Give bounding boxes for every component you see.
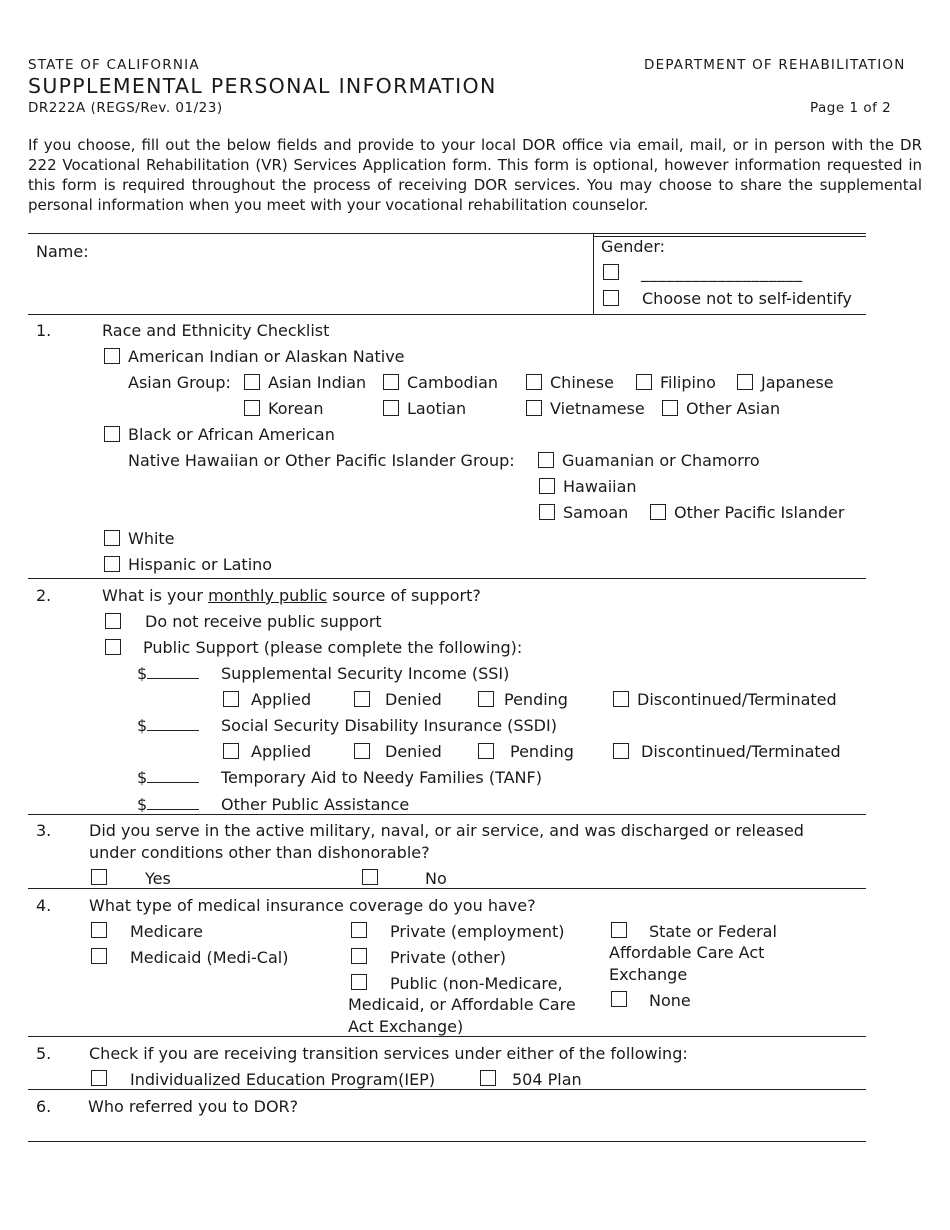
q4-question: What type of medical insurance coverage do you have?: [89, 896, 536, 915]
amount-blank[interactable]: [147, 664, 199, 679]
q2-question-post: source of support?: [327, 586, 481, 605]
section-divider: [28, 1089, 866, 1090]
asian-indian-checkbox[interactable]: [244, 374, 260, 390]
laotian-label: Laotian: [407, 399, 467, 418]
nhpi-group-label: Native Hawaiian or Other Pacific Islander Group:: [128, 451, 515, 470]
american-indian-checkbox[interactable]: [104, 348, 120, 364]
name-label: Name:: [36, 242, 89, 261]
public-insurance-label-line1: Public (non-Medicare,: [390, 974, 563, 993]
ssdi-pending-checkbox[interactable]: [478, 743, 494, 759]
black-label: Black or African American: [128, 425, 335, 444]
amount-blank[interactable]: [147, 768, 199, 783]
ssi-applied-label: Applied: [251, 690, 312, 709]
other-asian-checkbox[interactable]: [662, 400, 678, 416]
american-indian-label: American Indian or Alaskan Native: [128, 347, 405, 366]
guamanian-label: Guamanian or Chamorro: [562, 451, 760, 470]
no-insurance-checkbox[interactable]: [611, 991, 627, 1007]
ssi-discontinued-checkbox[interactable]: [613, 691, 629, 707]
ssdi-denied-checkbox[interactable]: [354, 743, 370, 759]
tanf-amount-field[interactable]: [137, 768, 199, 787]
ssi-pending-checkbox[interactable]: [478, 691, 494, 707]
public-insurance-label-line3: Act Exchange): [348, 1017, 464, 1036]
currency-symbol: $: [137, 664, 148, 683]
q5-question: Check if you are receiving transition services under either of the following:: [89, 1044, 688, 1063]
korean-label: Korean: [268, 399, 324, 418]
iep-label: Individualized Education Program(IEP): [130, 1070, 436, 1089]
gender-opt-out-checkbox[interactable]: [603, 290, 619, 306]
ssi-pending-label: Pending: [504, 690, 568, 709]
section-divider: [28, 814, 866, 815]
currency-symbol: $: [137, 768, 148, 787]
gender-opt-out-label: Choose not to self-identify: [642, 289, 852, 308]
other-asian-label: Other Asian: [686, 399, 781, 418]
medicare-checkbox[interactable]: [91, 922, 107, 938]
section-divider: [28, 888, 866, 889]
military-yes-checkbox[interactable]: [91, 869, 107, 885]
ssdi-discontinued-label: Discontinued/Terminated: [641, 742, 841, 761]
samoan-checkbox[interactable]: [539, 504, 555, 520]
form-number: DR222A (REGS/Rev. 01/23): [28, 100, 223, 116]
private-employment-checkbox[interactable]: [351, 922, 367, 938]
japanese-label: Japanese: [761, 373, 834, 392]
ssdi-pending-label: Pending: [510, 742, 574, 761]
ssi-denied-checkbox[interactable]: [354, 691, 370, 707]
public-insurance-checkbox[interactable]: [351, 974, 367, 990]
name-gender-divider: [593, 233, 594, 314]
ssdi-label: Social Security Disability Insurance (SSDI): [221, 716, 557, 735]
ssdi-applied-label: Applied: [251, 742, 312, 761]
currency-symbol: $: [137, 716, 148, 735]
currency-symbol: $: [137, 795, 148, 814]
cambodian-checkbox[interactable]: [383, 374, 399, 390]
q1-number: 1.: [36, 321, 52, 340]
medicaid-checkbox[interactable]: [91, 948, 107, 964]
cambodian-label: Cambodian: [407, 373, 499, 392]
no-public-support-label: Do not receive public support: [145, 612, 382, 631]
q6-question: Who referred you to DOR?: [88, 1097, 299, 1116]
hispanic-label: Hispanic or Latino: [128, 555, 273, 574]
private-other-label: Private (other): [390, 948, 506, 967]
section-divider: [28, 314, 866, 315]
chinese-checkbox[interactable]: [526, 374, 542, 390]
chinese-label: Chinese: [550, 373, 614, 392]
filipino-label: Filipino: [660, 373, 716, 392]
no-public-support-checkbox[interactable]: [105, 613, 121, 629]
public-support-checkbox[interactable]: [105, 639, 121, 655]
white-checkbox[interactable]: [104, 530, 120, 546]
public-support-label: Public Support (please complete the following):: [143, 638, 523, 657]
guamanian-checkbox[interactable]: [538, 452, 554, 468]
referral-answer-field[interactable]: [28, 1118, 866, 1140]
state-federal-aca-label-line3: Exchange: [609, 965, 688, 984]
iep-checkbox[interactable]: [91, 1070, 107, 1086]
tanf-label: Temporary Aid to Needy Families (TANF): [221, 768, 542, 787]
q3-number: 3.: [36, 821, 52, 840]
no-insurance-label: None: [649, 991, 691, 1010]
samoan-label: Samoan: [563, 503, 629, 522]
q3-question-line1: Did you serve in the active military, naval, or air service, and was discharged or released: [89, 821, 804, 840]
q2-question: [102, 586, 481, 605]
state-label: STATE OF CALIFORNIA: [28, 57, 200, 73]
korean-checkbox[interactable]: [244, 400, 260, 416]
ssdi-discontinued-checkbox[interactable]: [613, 743, 629, 759]
hawaiian-checkbox[interactable]: [539, 478, 555, 494]
intro-paragraph: If you choose, fill out the below fields and provide to your local DOR office via email, mail, or in person with the DR 222 Vocational Rehabilitation (VR) Services Application form. This form is optional, however information requested in this form is required throughout the process of receiving DOR services. You may choose to share the supplemental personal information when you meet with your vocational rehabilitation counselor.: [28, 136, 922, 214]
public-insurance-label-line2: Medicaid, or Affordable Care: [348, 995, 576, 1014]
ssi-label: Supplemental Security Income (SSI): [221, 664, 510, 683]
other-pacific-islander-checkbox[interactable]: [650, 504, 666, 520]
hispanic-checkbox[interactable]: [104, 556, 120, 572]
medicaid-label: Medicaid (Medi-Cal): [130, 948, 289, 967]
vietnamese-label: Vietnamese: [550, 399, 645, 418]
filipino-checkbox[interactable]: [636, 374, 652, 390]
504-plan-label: 504 Plan: [512, 1070, 582, 1089]
q5-number: 5.: [36, 1044, 52, 1063]
state-federal-aca-label-line1: State or Federal: [649, 922, 777, 941]
q6-number: 6.: [36, 1097, 52, 1116]
page-indicator: Page 1 of 2: [810, 100, 892, 116]
section-divider: [28, 1036, 866, 1037]
ssi-discontinued-label: Discontinued/Terminated: [637, 690, 837, 709]
504-plan-checkbox[interactable]: [480, 1070, 496, 1086]
table-bottom-border: [28, 1141, 866, 1142]
q2-question-pre: What is your: [102, 586, 209, 605]
amount-blank[interactable]: [147, 716, 199, 731]
gender-label: Gender:: [601, 237, 666, 256]
ssi-amount-field[interactable]: [137, 664, 199, 683]
ssi-applied-checkbox[interactable]: [223, 691, 239, 707]
other-assistance-label: Other Public Assistance: [221, 795, 410, 814]
black-checkbox[interactable]: [104, 426, 120, 442]
military-yes-label: Yes: [145, 869, 171, 888]
military-no-label: No: [425, 869, 447, 888]
vietnamese-checkbox[interactable]: [526, 400, 542, 416]
other-assistance-amount-field[interactable]: [137, 795, 199, 814]
q2-question-underlined: monthly public: [208, 586, 328, 605]
q2-number: 2.: [36, 586, 52, 605]
hawaiian-label: Hawaiian: [563, 477, 637, 496]
section-divider: [28, 578, 866, 579]
amount-blank[interactable]: [147, 795, 199, 810]
asian-group-label: Asian Group:: [128, 373, 231, 392]
japanese-checkbox[interactable]: [737, 374, 753, 390]
gender-specify-blank[interactable]: ___________________: [641, 263, 803, 282]
private-other-checkbox[interactable]: [351, 948, 367, 964]
ssdi-denied-label: Denied: [385, 742, 442, 761]
q3-question-line2: under conditions other than dishonorable?: [89, 843, 430, 862]
ssi-denied-label: Denied: [385, 690, 442, 709]
laotian-checkbox[interactable]: [383, 400, 399, 416]
other-pacific-islander-label: Other Pacific Islander: [674, 503, 845, 522]
state-federal-aca-checkbox[interactable]: [611, 922, 627, 938]
gender-specify-checkbox[interactable]: [603, 264, 619, 280]
medicare-label: Medicare: [130, 922, 203, 941]
q4-number: 4.: [36, 896, 52, 915]
ssdi-applied-checkbox[interactable]: [223, 743, 239, 759]
table-top-border: [28, 233, 866, 234]
department-label: DEPARTMENT OF REHABILITATION: [644, 57, 906, 73]
q1-title: Race and Ethnicity Checklist: [102, 321, 330, 340]
military-no-checkbox[interactable]: [362, 869, 378, 885]
state-federal-aca-label-line2: Affordable Care Act: [609, 943, 765, 962]
private-employment-label: Private (employment): [390, 922, 565, 941]
form-title: SUPPLEMENTAL PERSONAL INFORMATION: [28, 74, 497, 98]
asian-indian-label: Asian Indian: [268, 373, 367, 392]
ssdi-amount-field[interactable]: [137, 716, 199, 735]
white-label: White: [128, 529, 175, 548]
